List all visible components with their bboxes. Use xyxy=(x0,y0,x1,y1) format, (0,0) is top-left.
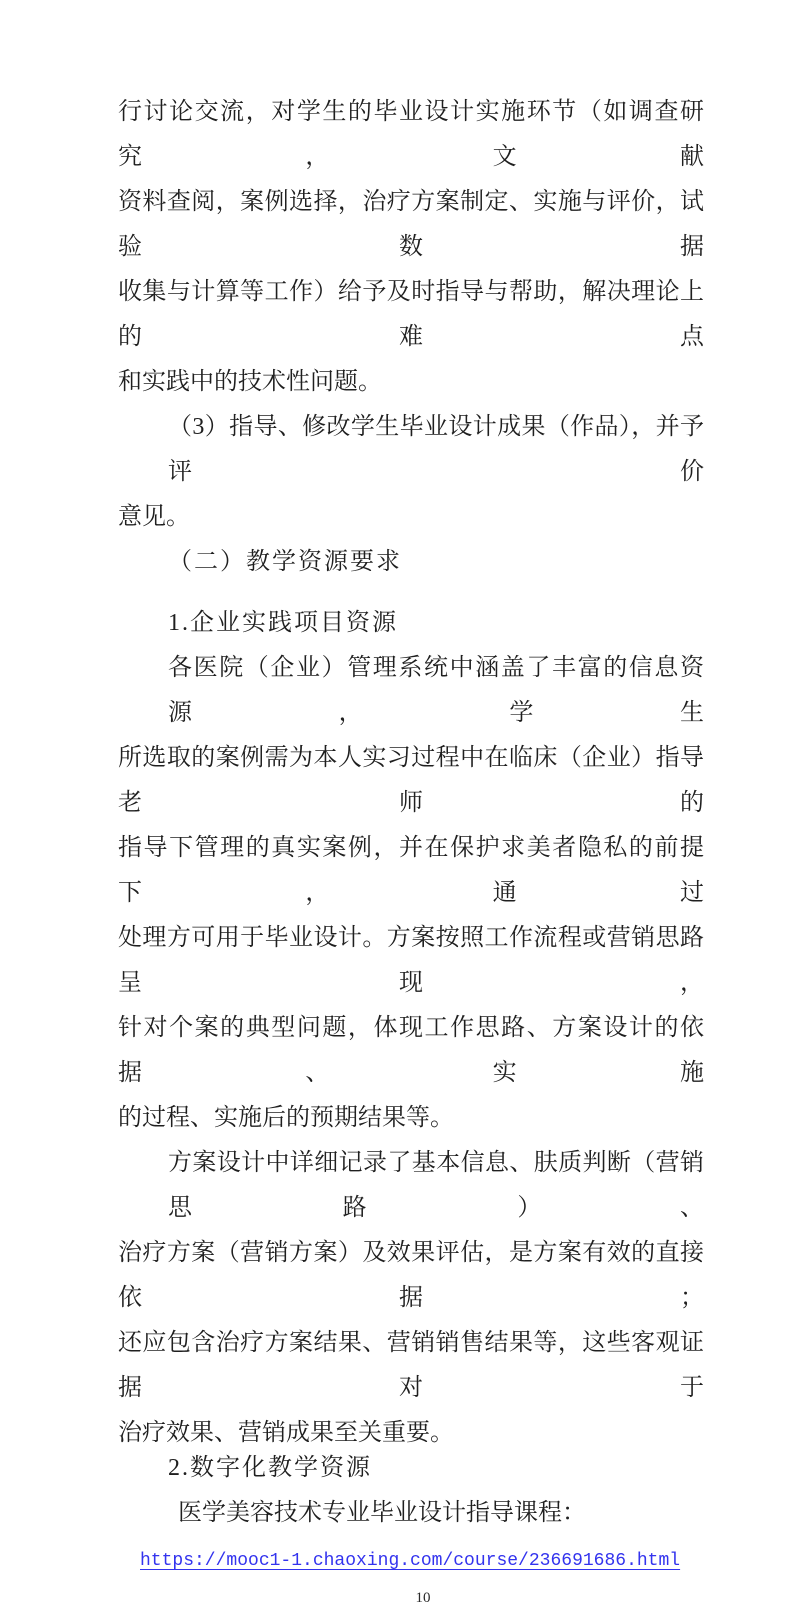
paragraph-line: 指导下管理的真实案例，并在保护求美者隐私的前提下，通过 xyxy=(118,835,704,906)
subsection-heading: 1.企业实践项目资源 xyxy=(168,610,398,636)
paragraph-line: 针对个案的典型问题，体现工作思路、方案设计的依据、实施 xyxy=(118,1015,704,1086)
paragraph-line: 意见。 xyxy=(118,504,190,530)
subsection-heading: 2.数字化教学资源 xyxy=(168,1455,372,1481)
paragraph-line: 医学美容技术专业毕业设计指导课程： xyxy=(178,1500,586,1526)
course-link[interactable]: https://mooc1-1.chaoxing.com/course/236691686.html xyxy=(140,1551,681,1571)
paragraph-line: 处理方可用于毕业设计。方案按照工作流程或营销思路呈现， xyxy=(118,925,704,996)
paragraph-line: 的过程、实施后的预期结果等。 xyxy=(118,1105,454,1131)
section-heading: （二）教学资源要求 xyxy=(168,549,402,575)
paragraph-line: 收集与计算等工作）给予及时指导与帮助，解决理论上的难点 xyxy=(118,279,704,350)
page-number: 10 xyxy=(415,1590,431,1606)
paragraph-line: 治疗效果、营销成果至关重要。 xyxy=(118,1420,454,1446)
paragraph-line: 还应包含治疗方案结果、营销销售结果等，这些客观证据对于 xyxy=(118,1330,704,1401)
paragraph-line: 和实践中的技术性问题。 xyxy=(118,369,382,395)
course-link-line xyxy=(118,1536,704,1584)
paragraph-line: （3）指导、修改学生毕业设计成果（作品），并予评价 xyxy=(168,414,704,485)
paragraph-line: 资料查阅，案例选择，治疗方案制定、实施与评价，试验数据 xyxy=(118,189,704,260)
paragraph-line: 行讨论交流，对学生的毕业设计实施环节（如调查研究，文献 xyxy=(118,99,704,170)
paragraph-line: 治疗方案（营销方案）及效果评估，是方案有效的直接依据； xyxy=(118,1240,704,1311)
paragraph-line: 所选取的案例需为本人实习过程中在临床（企业）指导老师的 xyxy=(118,745,704,816)
paragraph-line: 各医院（企业）管理系统中涵盖了丰富的信息资源，学生 xyxy=(168,655,704,726)
paragraph-line: 方案设计中详细记录了基本信息、肤质判断（营销思路）、 xyxy=(168,1150,704,1221)
